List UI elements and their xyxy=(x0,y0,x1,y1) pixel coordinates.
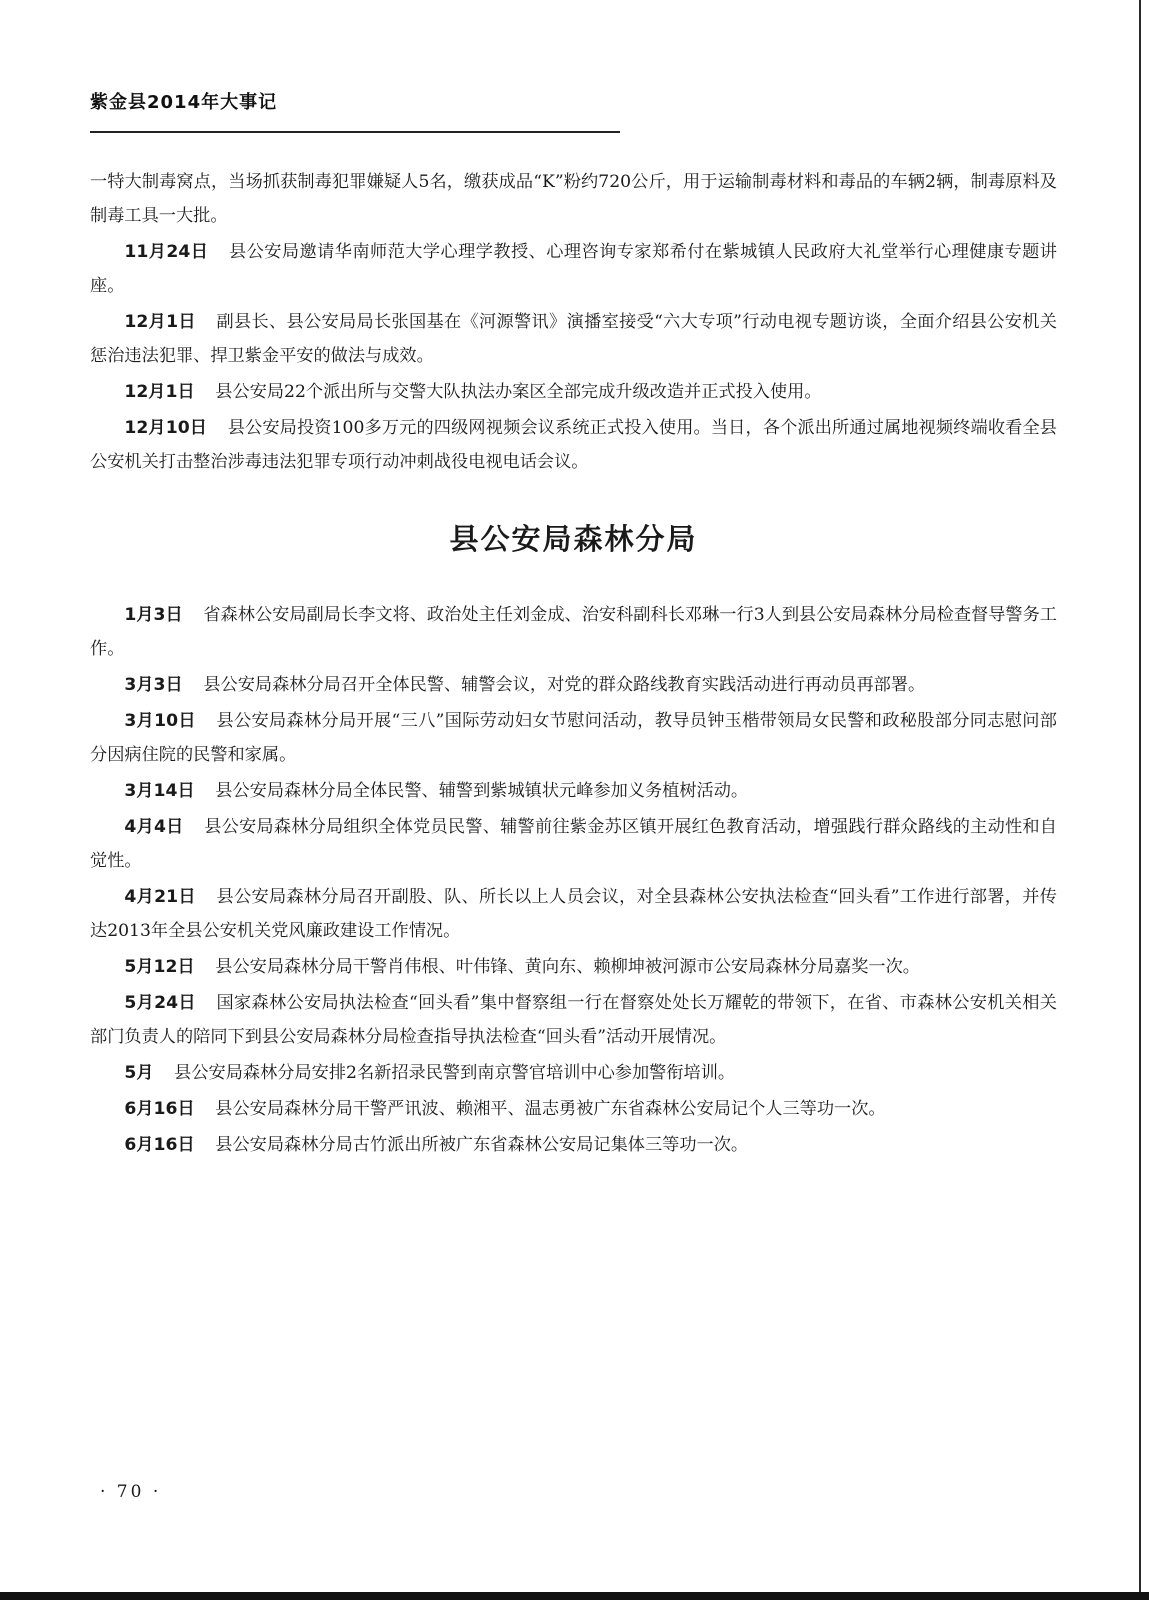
event-date: 5月24日 xyxy=(124,993,196,1013)
header-rule xyxy=(90,131,620,133)
event-date: 4月4日 xyxy=(124,817,184,837)
event-date: 12月1日 xyxy=(124,382,195,402)
event-date: 6月16日 xyxy=(124,1135,195,1155)
event-date: 3月10日 xyxy=(124,711,196,731)
event-date: 4月21日 xyxy=(124,887,196,907)
event-date: 12月1日 xyxy=(124,312,196,332)
event-text: 省森林公安局副局长李文将、政治处主任刘金成、治安科副科长邓琳一行3人到县公安局森林分局检查督导警务工作。 xyxy=(90,605,1057,659)
event-date: 11月24日 xyxy=(124,242,209,262)
event-text: 县公安局森林分局召开副股、队、所长以上人员会议，对全县森林公安执法检查“回头看”工作进行部署，并传达2013年全县公安机关党风廉政建设工作情况。 xyxy=(90,887,1057,941)
event-text: 国家森林公安局执法检查“回头看”集中督察组一行在督察处处长万耀乾的带领下，在省、市森林公安机关相关部门负责人的陪同下到县公安局森林分局检查指导执法检查“回头看”活动开展情况。 xyxy=(90,993,1057,1047)
event-text: 县公安局森林分局开展“三八”国际劳动妇女节慰问活动，教导员钟玉楷带领局女民警和政秘股部分同志慰问部分因病住院的民警和家属。 xyxy=(90,711,1057,765)
scan-border xyxy=(0,1592,1149,1600)
event-date: 3月3日 xyxy=(124,675,183,695)
continuation-paragraph: 一特大制毒窝点，当场抓获制毒犯罪嫌疑人5名，缴获成品“K”粉约720公斤，用于运输制毒材料和毒品的车辆2辆，制毒原料及制毒工具一大批。 xyxy=(90,172,1057,226)
event-date: 3月14日 xyxy=(124,781,195,801)
event-date: 5月12日 xyxy=(124,957,195,977)
event-entry xyxy=(90,235,1057,303)
event-text: 县公安局森林分局召开全体民警、辅警会议，对党的群众路线教育实践活动进行再动员再部署。 xyxy=(203,675,926,695)
event-text: 县公安局投资100多万元的四级网视频会议系统正式投入使用。当日，各个派出所通过属地视频终端收看全县公安机关打击整治涉毒违法犯罪专项行动冲刺战役电视电话会议。 xyxy=(90,418,1057,472)
event-text: 县公安局森林分局干警肖伟根、叶伟锋、黄向东、赖柳坤被河源市公安局森林分局嘉奖一次。 xyxy=(215,957,920,977)
event-entry xyxy=(90,1092,1057,1126)
event-date: 1月3日 xyxy=(124,605,183,625)
event-text: 县公安局森林分局干警严讯波、赖湘平、温志勇被广东省森林公安局记个人三等功一次。 xyxy=(215,1099,886,1119)
event-entry xyxy=(90,950,1057,984)
entries-before-list xyxy=(90,235,1057,479)
event-entry xyxy=(90,668,1057,702)
event-text: 县公安局邀请华南师范大学心理学教授、心理咨询专家郑希付在紫城镇人民政府大礼堂举行心理健康专题讲座。 xyxy=(90,242,1057,296)
event-entry xyxy=(90,411,1057,479)
event-entry xyxy=(90,375,1057,409)
event-entry xyxy=(90,810,1057,878)
running-header: 紫金县2014年大事记 xyxy=(90,92,278,113)
event-entry xyxy=(90,774,1057,808)
page-edge-line xyxy=(1139,0,1141,1600)
event-entry xyxy=(90,986,1057,1054)
event-entry xyxy=(90,1128,1057,1162)
entries-after-list xyxy=(90,598,1057,1162)
event-date: 12月10日 xyxy=(124,418,208,438)
event-entry xyxy=(90,305,1057,373)
event-text: 县公安局森林分局古竹派出所被广东省森林公安局记集体三等功一次。 xyxy=(215,1135,749,1155)
event-entry xyxy=(90,704,1057,772)
event-text: 县公安局森林分局全体民警、辅警到紫城镇状元峰参加义务植树活动。 xyxy=(215,781,749,801)
event-entry xyxy=(90,1056,1057,1090)
event-text: 县公安局森林分局组织全体党员民警、辅警前往紫金苏区镇开展红色教育活动，增强践行群众路线的主动性和自觉性。 xyxy=(90,817,1057,871)
event-text: 县公安局22个派出所与交警大队执法办案区全部完成升级改造并正式投入使用。 xyxy=(215,382,822,402)
event-entry xyxy=(90,880,1057,948)
event-text: 副县长、县公安局局长张国基在《河源警讯》演播室接受“六大专项”行动电视专题访谈，全面介绍县公安机关惩治违法犯罪、捍卫紫金平安的做法与成效。 xyxy=(90,312,1057,366)
page-number: · 70 · xyxy=(100,1482,162,1502)
event-entry xyxy=(90,598,1057,666)
section-title: 县公安局森林分局 xyxy=(449,522,698,556)
event-date: 6月16日 xyxy=(124,1099,195,1119)
page-body xyxy=(90,165,1057,1164)
event-text: 县公安局森林分局安排2名新招录民警到南京警官培训中心参加警衔培训。 xyxy=(174,1063,736,1083)
event-date: 5月 xyxy=(124,1063,154,1083)
